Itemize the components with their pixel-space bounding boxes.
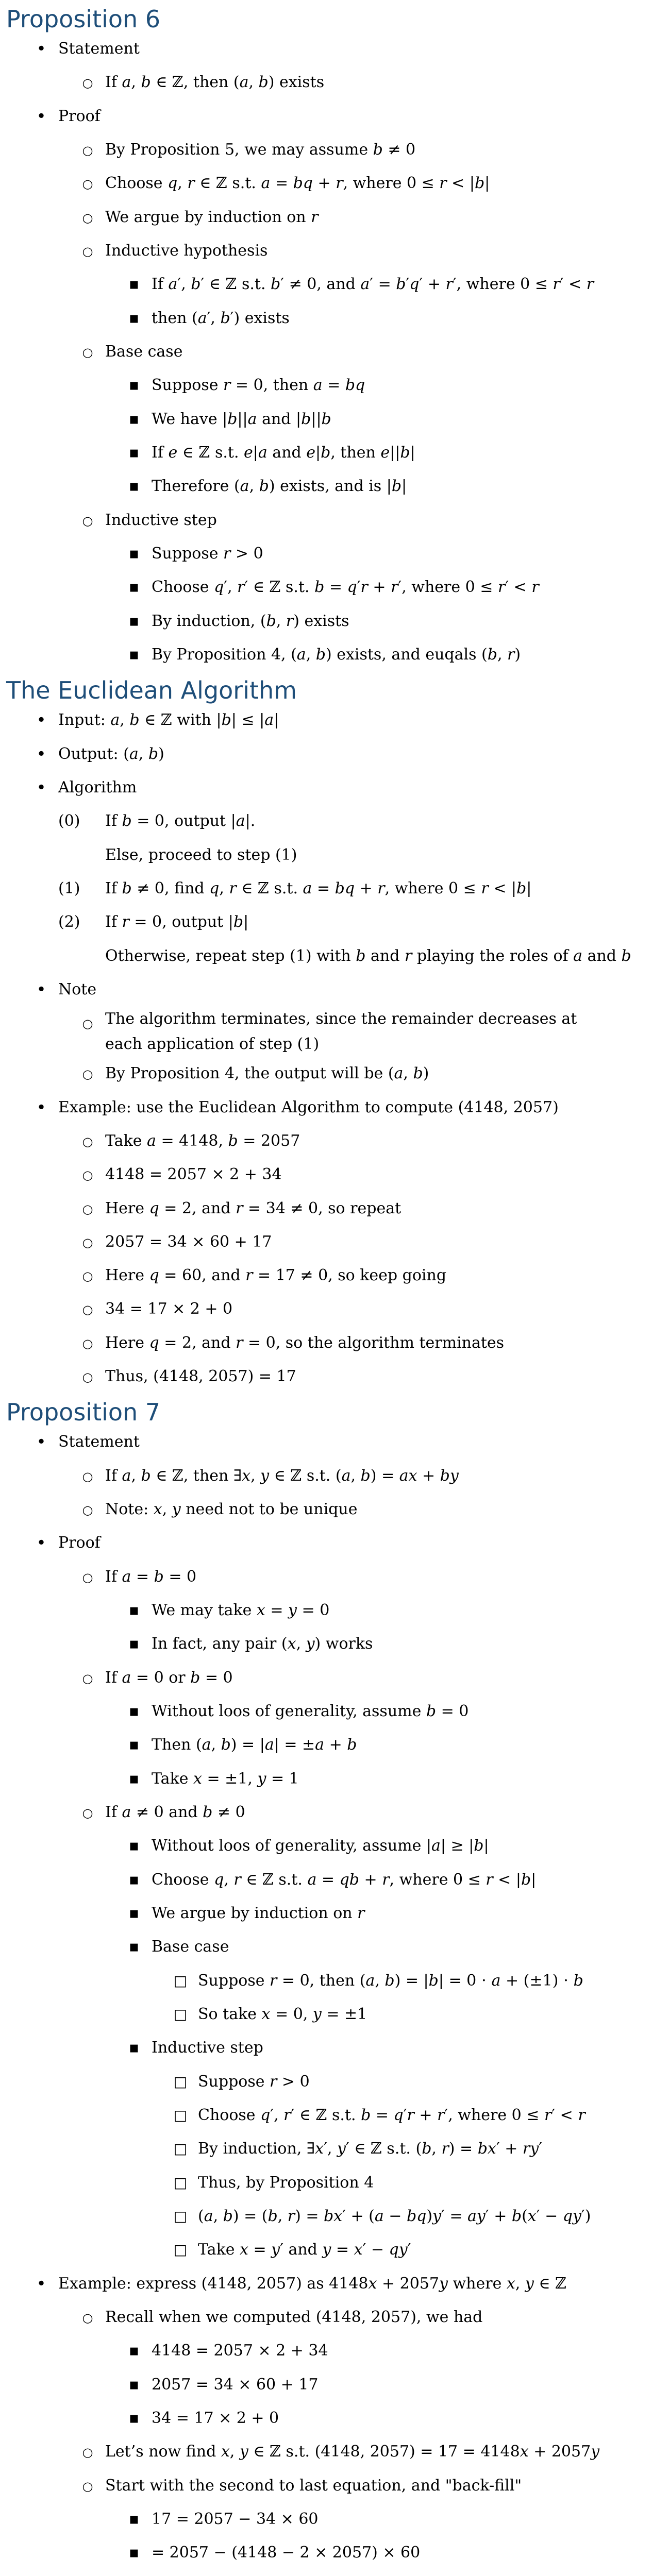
numbered-step: [0, 872, 669, 905]
bullet-icon: [124, 638, 144, 671]
list-item: [0, 301, 669, 335]
bullet-icon: [77, 1459, 98, 1494]
bullet-icon: [77, 503, 98, 538]
list-item: [0, 469, 669, 503]
item-text: We have |𝑏||𝑎 and |𝑏||𝑏: [152, 410, 331, 428]
item-text: 2057 = 34 × 60 + 17: [152, 2375, 319, 2394]
list-item: [0, 2502, 669, 2536]
bullet-icon: [31, 99, 52, 133]
numbered-step: [0, 905, 669, 939]
item-text: Proof: [58, 107, 101, 125]
bullet-icon: [77, 1292, 98, 1327]
item-text: Here 𝑞 = 2, and 𝑟 = 0, so the algorithm terminates: [105, 1333, 505, 1352]
item-text: If 𝑒 ∈ ℤ s.t. 𝑒|𝑎 and 𝑒|𝑏, then 𝑒||𝑏|: [152, 443, 415, 462]
list-item: [0, 1829, 669, 1862]
item-text: Without loos of generality, assume |𝑎| ≥ |𝑏|: [152, 1837, 489, 1855]
bullet-icon: [124, 1762, 144, 1795]
bullet-icon: [170, 1997, 191, 2031]
list-item: [0, 1091, 669, 1124]
item-text: By induction, (𝑏, 𝑟) exists: [152, 612, 349, 630]
item-text: Recall when we computed (4148, 2057), we had: [105, 2308, 483, 2326]
list-item: [0, 1057, 669, 1090]
item-text: We argue by induction on 𝑟: [105, 208, 319, 226]
list-item: [0, 1326, 669, 1360]
item-text: The algorithm terminates, since the remainder decreases at each application of step (1): [105, 1010, 577, 1054]
bullet-icon: [124, 301, 144, 335]
bullet-icon: [31, 1526, 52, 1560]
list-item: [0, 32, 669, 65]
bullet-icon: [77, 1661, 98, 1696]
list-item: [0, 1627, 669, 1660]
item-text: Take 𝑎 = 4148, 𝑏 = 2057: [105, 1131, 300, 1150]
list-item: [0, 1006, 669, 1057]
list-item: [0, 234, 669, 267]
item-text: By Proposition 4, (𝑎, 𝑏) exists, and euqals (𝑏, 𝑟): [152, 645, 521, 664]
bullet-icon: [170, 2233, 191, 2266]
item-text: Otherwise, repeat step (1) with 𝑏 and 𝑟 playing the roles of 𝑎 and 𝑏: [105, 946, 631, 965]
bullet-icon: [77, 1360, 98, 1394]
item-text: Choose 𝑞, 𝑟 ∈ ℤ s.t. 𝑎 = 𝑞𝑏 + 𝑟, where 0 ≤ 𝑟 < |𝑏|: [152, 1870, 537, 1889]
item-text: If 𝑟 = 0, output |𝑏|: [105, 913, 249, 931]
item-text: In fact, any pair (𝑥, 𝑦) works: [152, 1635, 373, 1653]
list-item: [0, 2132, 669, 2165]
list-item: [0, 368, 669, 402]
bullet-icon: [170, 2132, 191, 2165]
list-item: [0, 2098, 669, 2132]
list-item: [0, 335, 669, 368]
bullet-icon: [77, 1259, 98, 1293]
bullet-icon: [31, 771, 52, 805]
list-item: [0, 1795, 669, 1829]
item-text: Start with the second to last equation, and "back-fill": [105, 2476, 522, 2495]
list-item: [0, 1124, 669, 1158]
item-text: 2057 = 34 × 60 + 17: [105, 1232, 272, 1251]
bullet-icon: [124, 1694, 144, 1728]
list-item: [0, 604, 669, 638]
item-text: Therefore (𝑎, 𝑏) exists, and is |𝑏|: [152, 477, 407, 496]
list-item: [0, 638, 669, 671]
item-text: Example: express (4148, 2057) as 4148𝑥 + 2057𝑦 where 𝑥, 𝑦 ∈ ℤ: [58, 2274, 566, 2293]
item-text: We argue by induction on 𝑟: [152, 1904, 365, 1923]
bullet-icon: [31, 973, 52, 1007]
bullet-icon: [124, 2368, 144, 2401]
bullet-icon: [124, 2536, 144, 2569]
list-item: [0, 1997, 669, 2031]
list-item: [0, 99, 669, 133]
item-text: Choose 𝑞′, 𝑟′ ∈ ℤ s.t. 𝑏 = 𝑞′𝑟 + 𝑟′, where 0 ≤ 𝑟′ < 𝑟: [198, 2106, 586, 2125]
item-text: Here 𝑞 = 60, and 𝑟 = 17 ≠ 0, so keep going: [105, 1266, 447, 1285]
numbered-step: [0, 939, 669, 973]
step-number: (2): [58, 913, 80, 931]
list-item: [0, 1158, 669, 1191]
list-item: [0, 2570, 669, 2576]
list-item: [0, 1459, 669, 1493]
bullet-icon: [77, 1225, 98, 1260]
list-item: [0, 2334, 669, 2367]
list-item: [0, 1526, 669, 1560]
list-item: [0, 1694, 669, 1728]
bullet-icon: [170, 2166, 191, 2199]
item-text: Inductive hypothesis: [105, 241, 268, 260]
list-item: [0, 2065, 669, 2098]
list-item: [0, 2536, 669, 2569]
list-item: [0, 2031, 669, 2064]
item-text: Suppose 𝑟 > 0: [152, 544, 263, 563]
bullet-icon: [31, 2267, 52, 2301]
item-text: = 2057 − (4148 − 2 × 2057) × 60: [152, 2544, 421, 2562]
item-text: If 𝑎 ≠ 0 and 𝑏 ≠ 0: [105, 1803, 245, 1822]
item-text: If 𝑏 ≠ 0, find 𝑞, 𝑟 ∈ ℤ s.t. 𝑎 = 𝑏𝑞 + 𝑟, where 0 ≤ 𝑟 < |𝑏|: [105, 879, 532, 897]
numbered-step: [0, 838, 669, 872]
list-item: [0, 166, 669, 200]
bullet-icon: [77, 1158, 98, 1192]
bullet-icon: [31, 1091, 52, 1125]
section-proposition-7: [0, 1393, 669, 2576]
list-item: [0, 133, 669, 166]
list-item: [0, 1930, 669, 1963]
item-text: Note: 𝑥, 𝑦 need not to be unique: [105, 1500, 358, 1519]
item-text: If 𝑎′, 𝑏′ ∈ ℤ s.t. 𝑏′ ≠ 0, and 𝑎′ = 𝑏′𝑞′ + 𝑟′, where 0 ≤ 𝑟′ < 𝑟: [152, 275, 594, 294]
item-text: 4148 = 2057 × 2 + 34: [152, 2342, 328, 2360]
list-item: [0, 1863, 669, 1896]
bullet-icon: [77, 200, 98, 235]
step-number: (1): [58, 879, 80, 897]
section-proposition-6: [0, 0, 669, 671]
bullet-icon: [77, 1006, 98, 1041]
bullet-icon: [124, 1594, 144, 1627]
list-item: [0, 1594, 669, 1627]
list-item: [0, 1360, 669, 1393]
item-text: (𝑎, 𝑏) = (𝑏, 𝑟) = 𝑏𝑥′ + (𝑎 − 𝑏𝑞)𝑦′ = 𝑎𝑦′ + 𝑏(𝑥′ − 𝑞𝑦′): [198, 2207, 591, 2226]
item-text: Statement: [58, 1433, 140, 1451]
item-text: If 𝑎 = 𝑏 = 0: [105, 1567, 197, 1586]
list-item: [0, 503, 669, 537]
bullet-icon: [124, 2031, 144, 2064]
bullet-icon: [170, 2098, 191, 2132]
item-text: Inductive step: [152, 2039, 263, 2057]
item-text: Without loos of generality, assume 𝑏 = 0: [152, 1702, 469, 1721]
item-text: Here 𝑞 = 2, and 𝑟 = 34 ≠ 0, so repeat: [105, 1199, 402, 1217]
list-item: [0, 2368, 669, 2401]
bullet-icon: [124, 469, 144, 503]
list-item: [0, 1225, 669, 1259]
item-text: then (𝑎′, 𝑏′) exists: [152, 309, 290, 327]
item-text: Choose 𝑞′, 𝑟′ ∈ ℤ s.t. 𝑏 = 𝑞′𝑟 + 𝑟′, where 0 ≤ 𝑟′ < 𝑟: [152, 578, 539, 597]
bullet-icon: [77, 133, 98, 167]
bullet-icon: [31, 703, 52, 737]
item-text: Thus, by Proposition 4: [198, 2173, 374, 2192]
item-text: [152, 2570, 391, 2576]
step-number: (0): [58, 812, 80, 831]
bullet-icon: [31, 1425, 52, 1459]
bullet-icon: [31, 737, 52, 771]
bullet-icon: [170, 1964, 191, 1997]
bullet-icon: [77, 1124, 98, 1159]
bullet-icon: [77, 1057, 98, 1091]
list-item: [0, 436, 669, 469]
item-text: If 𝑎 = 0 or 𝑏 = 0: [105, 1668, 233, 1687]
bullet-icon: [124, 1728, 144, 1761]
item-text: If 𝑎, 𝑏 ∈ ℤ, then (𝑎, 𝑏) exists: [105, 73, 325, 92]
item-text: Note: [58, 980, 97, 998]
list-item: [0, 2267, 669, 2300]
item-text: Then (𝑎, 𝑏) = |𝑎| = ±𝑎 + 𝑏: [152, 1736, 357, 1754]
list-item: [0, 2401, 669, 2435]
list-item: [0, 570, 669, 604]
item-text: Example: use the Euclidean Algorithm to compute (4148, 2057): [58, 1098, 559, 1116]
bullet-icon: [77, 335, 98, 369]
item-text: If 𝑏 = 0, output |𝑎|.: [105, 812, 256, 831]
bullet-icon: [124, 2502, 144, 2536]
item-text: 34 = 17 × 2 + 0: [152, 2409, 279, 2427]
section-the-euclidean-algorithm: [0, 671, 669, 1393]
bullet-icon: [31, 32, 52, 66]
item-text: Statement: [58, 40, 140, 58]
list-item: [0, 1292, 669, 1326]
bullet-icon: [124, 402, 144, 436]
bullet-icon: [124, 436, 144, 469]
list-item: [0, 1896, 669, 1930]
item-text: Input: 𝑎, 𝑏 ∈ ℤ with |𝑏| ≤ |𝑎|: [58, 711, 279, 730]
list-item: [0, 2233, 669, 2266]
item-text: Suppose 𝑟 > 0: [198, 2072, 310, 2091]
item-text: Thus, (4148, 2057) = 17: [105, 1367, 296, 1386]
item-text: So take 𝑥 = 0, 𝑦 = ±1: [198, 2005, 367, 2024]
list-item: [0, 1964, 669, 1997]
list-item: [0, 1728, 669, 1761]
item-text: By Proposition 4, the output will be (𝑎, 𝑏): [105, 1064, 429, 1083]
item-text: Output: (𝑎, 𝑏): [58, 744, 164, 763]
item-text: Choose 𝑞, 𝑟 ∈ ℤ s.t. 𝑎 = 𝑏𝑞 + 𝑟, where 0 ≤ 𝑟 < |𝑏|: [105, 174, 490, 193]
list-item: [0, 402, 669, 436]
list-item: [0, 537, 669, 570]
item-text: Suppose 𝑟 = 0, then (𝑎, 𝑏) = |𝑏| = 0 ⋅ 𝑎 + (±1) ⋅ 𝑏: [198, 1971, 583, 1990]
list-item: [0, 1560, 669, 1594]
item-text: Base case: [105, 342, 183, 361]
bullet-icon: [124, 1930, 144, 1963]
bullet-icon: [77, 1493, 98, 1527]
item-text: By Proposition 5, we may assume 𝑏 ≠ 0: [105, 140, 416, 159]
item-text: Inductive step: [105, 511, 217, 529]
item-text: 34 = 17 × 2 + 0: [105, 1300, 233, 1318]
bullet-icon: [77, 2435, 98, 2469]
item-text: By induction, ∃𝑥′, 𝑦′ ∈ ℤ s.t. (𝑏, 𝑟) = 𝑏𝑥′ + 𝑟𝑦′: [198, 2140, 542, 2158]
section-heading: Proposition 7: [6, 1398, 161, 1427]
bullet-icon: [77, 234, 98, 268]
item-text: Else, proceed to step (1): [105, 845, 297, 864]
list-item: [0, 2166, 669, 2199]
bullet-icon: [77, 1326, 98, 1361]
list-item: [0, 1762, 669, 1795]
list-item: [0, 2300, 669, 2334]
bullet-icon: [124, 267, 144, 301]
item-text: Base case: [152, 1938, 229, 1956]
bullet-icon: [124, 1863, 144, 1896]
list-item: [0, 703, 669, 737]
bullet-icon: [124, 2570, 144, 2576]
item-text: Suppose 𝑟 = 0, then 𝑎 = 𝑏𝑞: [152, 376, 365, 395]
item-text: 4148 = 2057 × 2 + 34: [105, 1165, 282, 1184]
list-item: [0, 1661, 669, 1694]
bullet-icon: [77, 1795, 98, 1830]
item-text: Take 𝑥 = ±1, 𝑦 = 1: [152, 1769, 299, 1788]
item-text: Proof: [58, 1534, 101, 1552]
item-text: Let’s now find 𝑥, 𝑦 ∈ ℤ s.t. (4148, 2057) = 17 = 4148𝑥 + 2057𝑦: [105, 2443, 600, 2461]
list-item: [0, 737, 669, 771]
bullet-icon: [170, 2199, 191, 2233]
bullet-icon: [124, 1896, 144, 1930]
list-item: [0, 2469, 669, 2502]
item-text: Take 𝑥 = 𝑦′ and 𝑦 = 𝑥′ − 𝑞𝑦′: [198, 2241, 411, 2259]
bullet-icon: [124, 1829, 144, 1862]
list-item: [0, 973, 669, 1006]
list-item: [0, 2435, 669, 2468]
bullet-icon: [124, 570, 144, 604]
bullet-icon: [170, 2065, 191, 2098]
item-text: If 𝑎, 𝑏 ∈ ℤ, then ∃𝑥, 𝑦 ∈ ℤ s.t. (𝑎, 𝑏) = 𝑎𝑥 + 𝑏𝑦: [105, 1466, 459, 1485]
list-item: [0, 2199, 669, 2233]
bullet-icon: [124, 604, 144, 638]
bullet-icon: [77, 2469, 98, 2503]
list-item: [0, 267, 669, 301]
item-text: Algorithm: [58, 778, 137, 796]
item-text: We may take 𝑥 = 𝑦 = 0: [152, 1601, 330, 1620]
list-item: [0, 771, 669, 804]
bullet-icon: [124, 1627, 144, 1660]
list-item: [0, 1493, 669, 1526]
bullet-icon: [124, 537, 144, 570]
bullet-icon: [124, 368, 144, 402]
numbered-step: [0, 804, 669, 838]
bullet-icon: [124, 2401, 144, 2435]
bullet-icon: [77, 166, 98, 201]
list-item: [0, 1259, 669, 1292]
bullet-icon: [77, 1560, 98, 1595]
bullet-icon: [77, 2300, 98, 2335]
list-item: [0, 200, 669, 234]
section-heading: Proposition 6: [6, 5, 161, 33]
item-text: 17 = 2057 − 34 × 60: [152, 2510, 319, 2528]
bullet-icon: [77, 1192, 98, 1226]
list-item: [0, 65, 669, 99]
section-heading: The Euclidean Algorithm: [6, 676, 297, 705]
list-item: [0, 1425, 669, 1459]
bullet-icon: [124, 2334, 144, 2367]
bullet-icon: [77, 65, 98, 100]
list-item: [0, 1192, 669, 1225]
